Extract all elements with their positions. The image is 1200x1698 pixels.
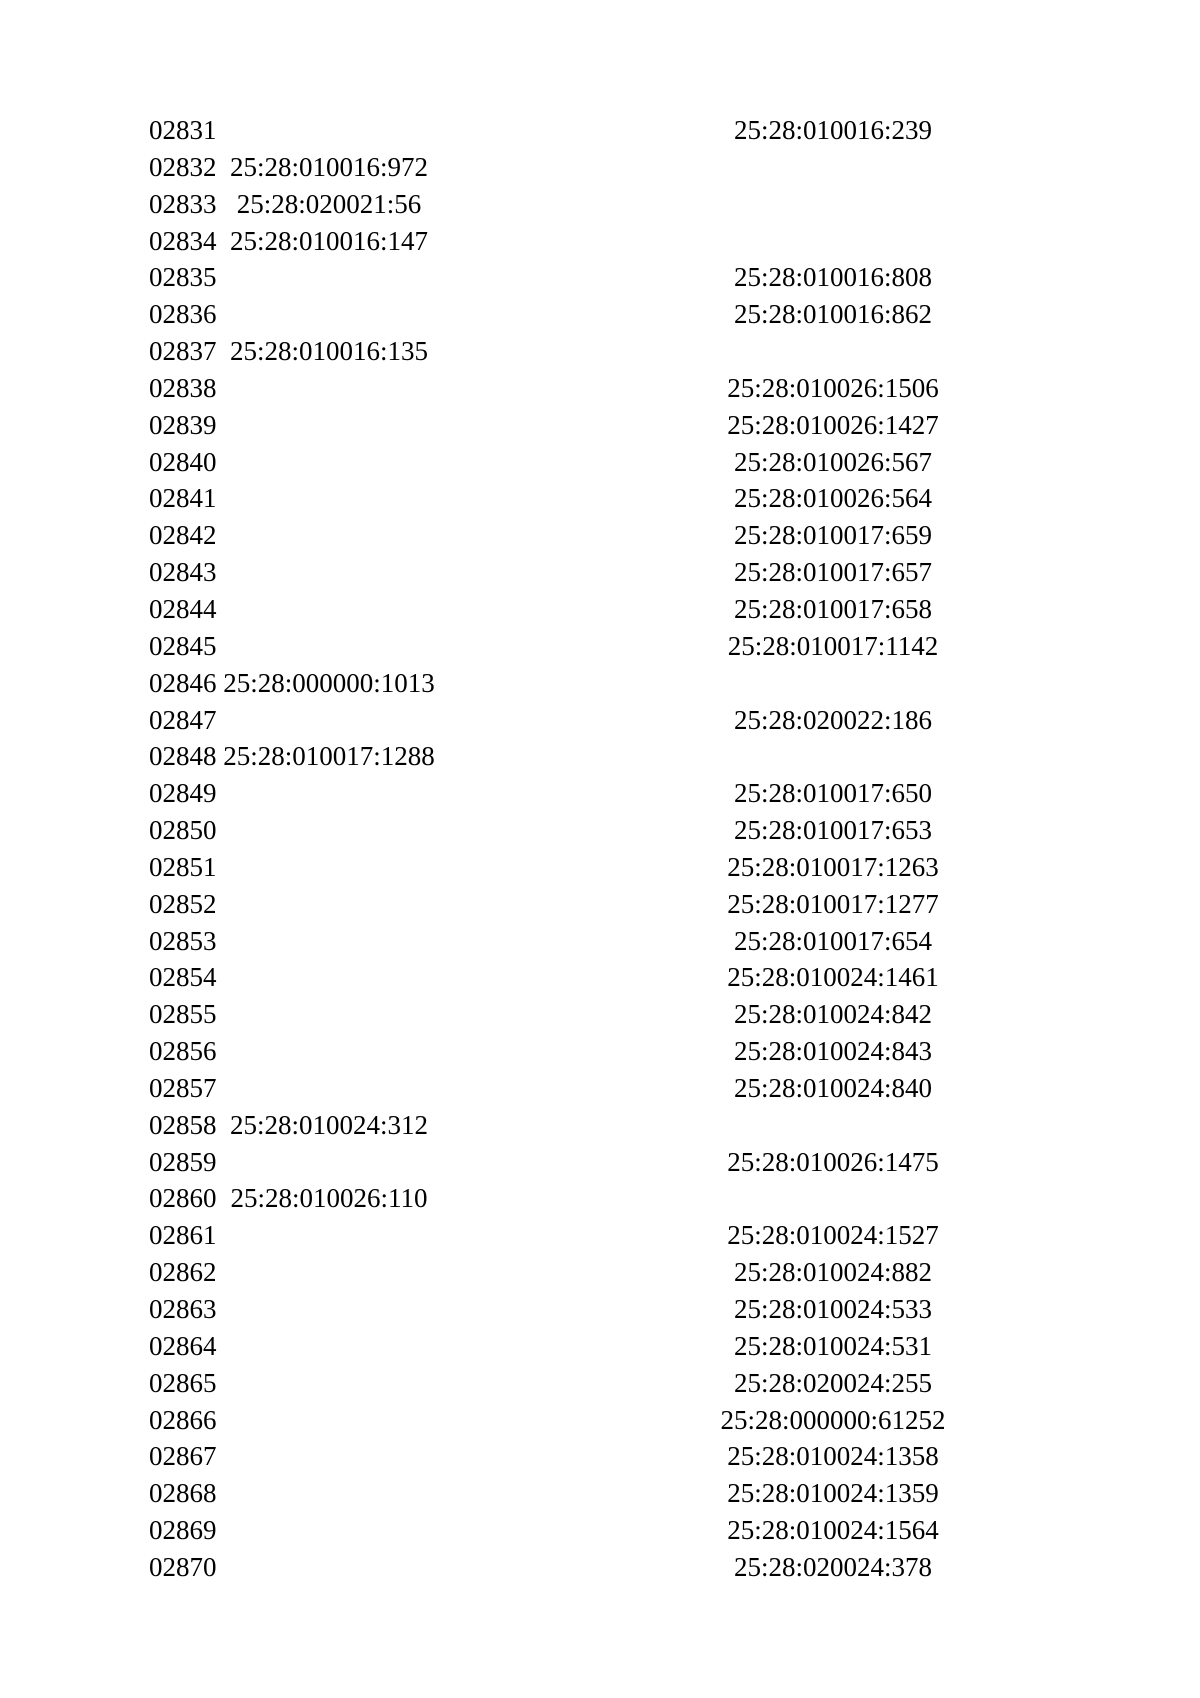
row-number: 02855 [149, 999, 217, 1030]
cadastral-number-right: 25:28:010024:1527 [727, 1220, 939, 1251]
row-number: 02831 [149, 115, 217, 145]
table-row [149, 1254, 1049, 1291]
table-row [149, 407, 1049, 444]
cadastral-number-right: 25:28:000000:61252 [720, 1404, 946, 1435]
cadastral-number-right: 25:28:010017:659 [733, 520, 932, 551]
table-row [149, 1328, 1049, 1365]
row-number: 02854 [149, 962, 217, 993]
cadastral-number-left: 25:28:000000:1013 [223, 667, 435, 698]
cadastral-number-left: 25:28:010016:135 [229, 336, 428, 367]
table-row [149, 296, 1049, 333]
table-row [149, 738, 1049, 775]
row-number: 02834 [149, 225, 217, 256]
table-row [149, 149, 1049, 186]
table-row [149, 1475, 1049, 1512]
cadastral-number-right: 25:28:010026:564 [733, 483, 932, 514]
row-number: 02847 [149, 704, 217, 735]
cadastral-number-left: 25:28:010016:147 [229, 225, 428, 256]
table-row [149, 775, 1049, 812]
table-row [149, 849, 1049, 886]
row-number: 02850 [149, 815, 217, 846]
row-number: 02846 [149, 667, 217, 698]
table-row [149, 996, 1049, 1033]
row-number: 02865 [149, 1367, 217, 1398]
cadastral-number-right: 25:28:010016:808 [733, 262, 932, 293]
row-number: 02833 [149, 188, 217, 219]
table-row [149, 812, 1049, 849]
cadastral-number-left: 25:28:010017:1288 [223, 741, 435, 772]
row-number: 02848 [149, 741, 217, 772]
table-row [149, 1291, 1049, 1328]
table-row [149, 1033, 1049, 1070]
row-number: 02857 [149, 1072, 217, 1103]
cadastral-number-right: 25:28:010017:1142 [727, 630, 939, 661]
table-row [149, 628, 1049, 665]
cadastral-number-right: 25:28:010024:1358 [727, 1441, 939, 1472]
table-row [149, 186, 1049, 223]
row-number: 02837 [149, 336, 217, 367]
table-row [149, 1070, 1049, 1107]
table-row [149, 1144, 1049, 1181]
row-number: 02839 [149, 409, 217, 440]
cadastral-number-right: 25:28:020024:255 [733, 1367, 932, 1398]
table-row [149, 1180, 1049, 1217]
table-row [149, 1512, 1049, 1549]
cadastral-number-right: 25:28:010017:654 [733, 925, 932, 956]
row-number: 02851 [149, 851, 217, 882]
table-row [149, 591, 1049, 628]
row-number: 02838 [149, 372, 217, 403]
row-number: 02860 [149, 1183, 217, 1214]
row-number: 02842 [149, 520, 217, 551]
cadastral-number-right: 25:28:020022:186 [733, 704, 932, 735]
row-number: 02866 [149, 1404, 217, 1435]
table-row [149, 1438, 1049, 1475]
cadastral-number-right: 25:28:010024:840 [733, 1072, 932, 1103]
cadastral-number-table [149, 112, 1049, 1586]
table-row [149, 517, 1049, 554]
row-number: 02853 [149, 925, 217, 956]
cadastral-number-right: 25:28:010017:658 [733, 593, 932, 624]
table-row [149, 223, 1049, 260]
cadastral-number-right: 25:28:010024:531 [733, 1330, 932, 1361]
row-number: 02849 [149, 778, 217, 809]
table-row [149, 1365, 1049, 1402]
cadastral-number-right: 25:28:010016:239 [733, 115, 932, 145]
cadastral-number-right: 25:28:010017:650 [733, 778, 932, 809]
cadastral-number-left: 25:28:020021:56 [236, 188, 422, 219]
row-number: 02845 [149, 630, 217, 661]
row-number: 02856 [149, 1036, 217, 1067]
table-row [149, 259, 1049, 296]
cadastral-number-right: 25:28:010024:882 [733, 1257, 932, 1288]
table-row [149, 444, 1049, 481]
row-number: 02836 [149, 299, 217, 330]
table-row [149, 333, 1049, 370]
table-row [149, 1217, 1049, 1254]
cadastral-number-right: 25:28:010026:1506 [727, 372, 939, 403]
cadastral-number-right: 25:28:010024:1564 [727, 1515, 939, 1546]
row-number: 02861 [149, 1220, 217, 1251]
table-row [149, 1402, 1049, 1439]
row-number: 02869 [149, 1515, 217, 1546]
row-number: 02862 [149, 1257, 217, 1288]
cadastral-number-right: 25:28:010024:843 [733, 1036, 932, 1067]
table-row [149, 370, 1049, 407]
table-row [149, 1107, 1049, 1144]
cadastral-number-right: 25:28:010017:1263 [727, 851, 939, 882]
row-number: 02843 [149, 557, 217, 588]
row-number: 02863 [149, 1294, 217, 1324]
cadastral-number-left: 25:28:010016:972 [229, 151, 428, 182]
row-number: 02864 [149, 1330, 217, 1361]
cadastral-number-right: 25:28:010024:1461 [727, 962, 939, 993]
table-row [149, 480, 1049, 517]
row-number: 02852 [149, 888, 217, 919]
cadastral-number-right: 25:28:020024:378 [733, 1551, 932, 1582]
cadastral-number-right: 25:28:010026:1427 [727, 409, 939, 440]
table-row [149, 665, 1049, 702]
cadastral-number-left: 25:28:010024:312 [229, 1109, 428, 1140]
table-row [149, 702, 1049, 739]
table-row [149, 923, 1049, 960]
table-row [149, 1549, 1049, 1586]
cadastral-number-right: 25:28:010017:1277 [727, 888, 939, 919]
cadastral-number-right: 25:28:010024:533 [733, 1294, 932, 1324]
table-row [149, 886, 1049, 923]
cadastral-number-right: 25:28:010024:1359 [727, 1478, 939, 1509]
table-row [149, 959, 1049, 996]
row-number: 02858 [149, 1109, 217, 1140]
row-number: 02844 [149, 593, 217, 624]
row-number: 02870 [149, 1551, 217, 1582]
row-number: 02867 [149, 1441, 217, 1472]
cadastral-number-right: 25:28:010017:653 [733, 815, 932, 846]
row-number: 02835 [149, 262, 217, 293]
row-number: 02868 [149, 1478, 217, 1509]
row-number: 02840 [149, 446, 217, 477]
cadastral-number-right: 25:28:010024:842 [733, 999, 932, 1030]
cadastral-number-right: 25:28:010017:657 [733, 557, 932, 588]
cadastral-number-right: 25:28:010026:567 [733, 446, 932, 477]
cadastral-number-right: 25:28:010016:862 [733, 299, 932, 330]
cadastral-number-left: 25:28:010026:110 [230, 1183, 428, 1214]
table-row [149, 554, 1049, 591]
cadastral-number-right: 25:28:010026:1475 [727, 1146, 939, 1177]
row-number: 02841 [149, 483, 217, 514]
row-number: 02832 [149, 151, 217, 182]
table-row [149, 112, 1049, 149]
row-number: 02859 [149, 1146, 217, 1177]
